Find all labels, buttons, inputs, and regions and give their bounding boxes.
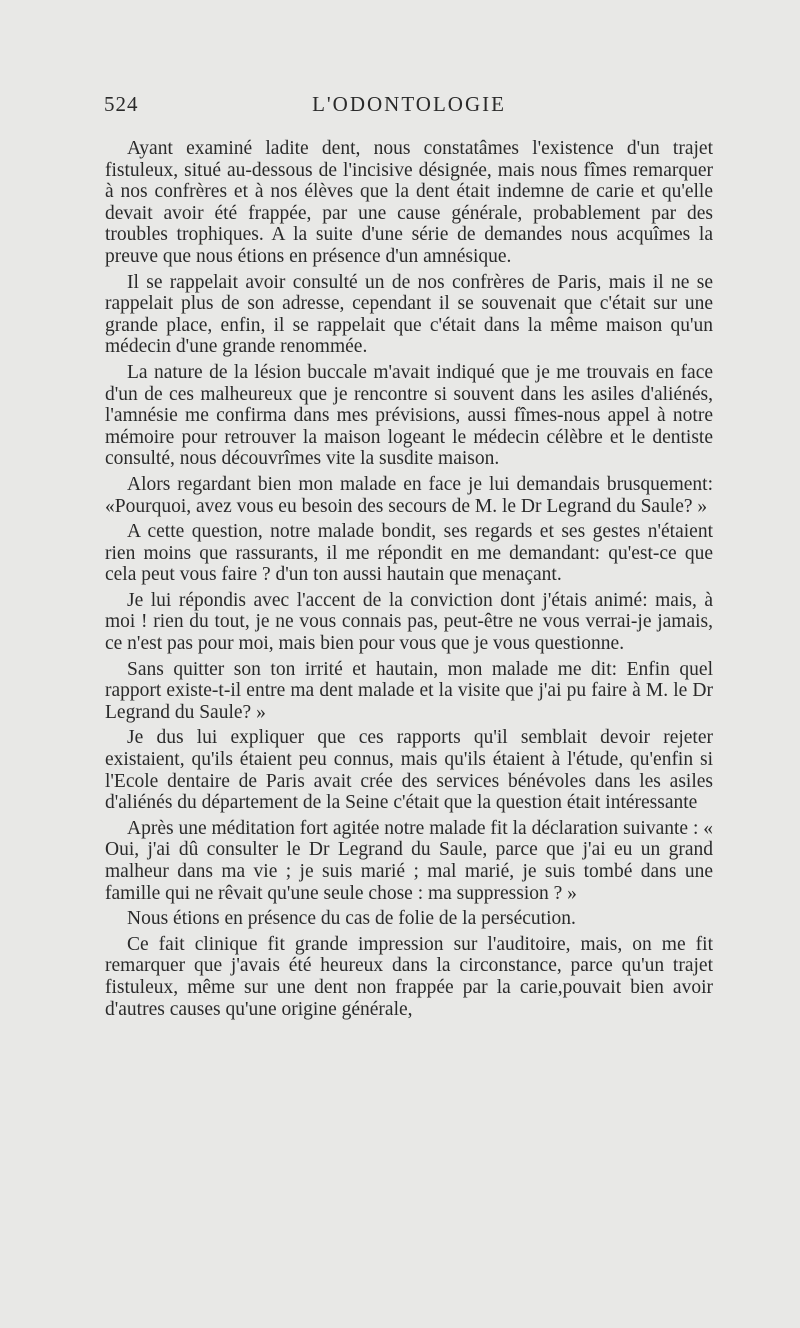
paragraph: La nature de la lésion buccale m'avait indiqué que je me trouvais en face d'un de ces malheureux que je rencontre si souvent dans les asiles d'aliénés, l'amnésie me confirma dans mes prévisions, aussi fîmes-nous appel à notre mémoire pour retrouver la maison logeant le médecin célèbre et le dentiste consulté, nous découvrîmes vite la susdite maison. [105, 361, 713, 470]
paragraph: Alors regardant bien mon malade en face je lui demandais brusquement: «Pourquoi, avez vous eu besoin des secours de M. le Dr Legrand du Saule? » [105, 473, 713, 517]
paragraph: Il se rappelait avoir consulté un de nos confrères de Paris, mais il ne se rappelait plus de son adresse, cependant il se souvenait que c'était sur une grande place, enfin, il se rappelait que c'était dans la même maison qu'un médecin d'une grande renommée. [105, 271, 713, 358]
paragraph: Ayant examiné ladite dent, nous constatâmes l'existence d'un trajet fistuleux, situé au-dessous de l'incisive désignée, mais nous fîmes remarquer à nos confrères et à nos élèves que la dent était indemne de carie et qu'elle devait avoir été frappée, par une cause générale, probablement par des troubles trophiques. A la suite d'une série de demandes nous acquîmes la preuve que nous étions en présence d'un amnésique. [105, 138, 713, 267]
paragraph: Je dus lui expliquer que ces rapports qu'il semblait devoir rejeter existaient, qu'ils étaient peu connus, mais qu'ils étaient à l'étude, qu'enfin si l'Ecole dentaire de Paris avait crée des services bénévoles dans les asiles d'aliénés du département de la Seine c'était que la question était intéressante [105, 727, 713, 814]
body-text [105, 138, 713, 1024]
paragraph: Je lui répondis avec l'accent de la conviction dont j'étais animé: mais, à moi ! rien du tout, je ne vous connais pas, peut-être ne vous verrai-je jamais, ce n'est pas pour moi, mais bien pour vous que je vous questionne. [105, 589, 713, 655]
paragraph: Sans quitter son ton irrité et hautain, mon malade me dit: Enfin quel rapport existe-t-il entre ma dent malade et la visite que j'ai pu faire à M. le Dr Legrand du Saule? » [105, 658, 713, 723]
paragraph: Après une méditation fort agitée notre malade fit la déclaration suivante : « Oui, j'ai dû consulter le Dr Legrand du Saule, parce que j'ai eu un grand malheur dans ma vie ; je suis marié ; mal marié, je suis tombé dans une famille qui ne rêvait qu'une seule chose : ma suppression ? » [105, 817, 713, 904]
paragraph: Nous étions en présence du cas de folie de la persécution. [127, 908, 576, 930]
running-title: L'ODONTOLOGIE [312, 92, 506, 116]
paragraph: A cette question, notre malade bondit, ses regards et ses gestes n'étaient rien moins que rassurants, il me répondit en me demandant: qu'est-ce que cela peut vous faire ? d'un ton aussi hautain que menaçant. [105, 521, 713, 586]
paragraph: Ce fait clinique fit grande impression sur l'auditoire, mais, on me fit remarquer que j'avais été heureux dans la circonstance, parce qu'un trajet fistuleux, même sur une dent non frappée par la carie,pouvait bien avoir d'autres causes qu'une origine générale, [105, 933, 713, 1020]
page-header [104, 92, 714, 122]
page-number: 524 [104, 92, 139, 116]
